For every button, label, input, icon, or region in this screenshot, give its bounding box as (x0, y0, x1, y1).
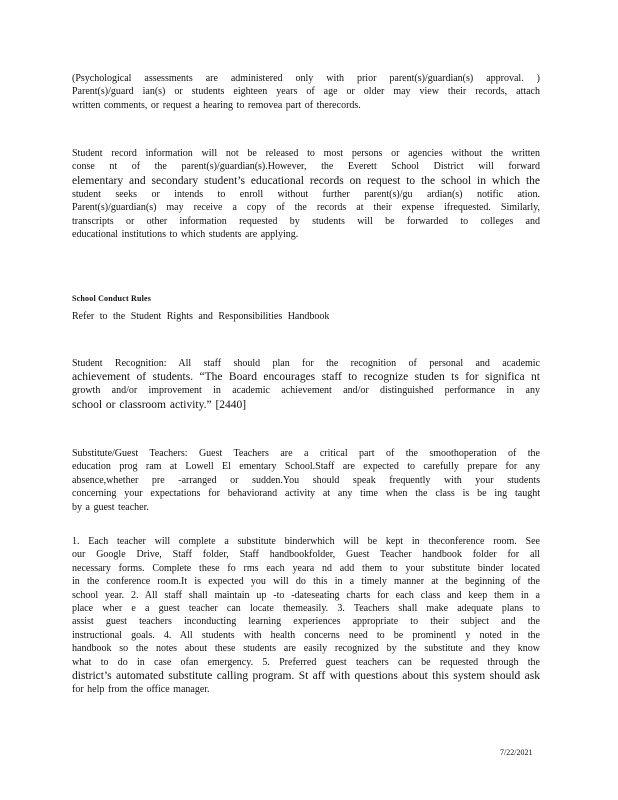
psychological-assessment-paragraph (72, 72, 540, 112)
text-line: in the conference room.It is expected you will do this in a timely manner at the beginning of the (72, 576, 540, 588)
text-line: by a guest teacher. (72, 501, 149, 513)
text-line: conse nt of the parent(s)/guardian(s).However, the Everett School District will forward (72, 161, 540, 173)
text-line: growth and/or improvement in academic achievement and/or distinguished performance in any (72, 385, 540, 397)
text-line: necessary forms. Complete these fo rms each yeara nd add them to your substitute binder located (72, 562, 540, 574)
record-release-paragraph (72, 147, 540, 241)
conduct-reference: Refer to the Student Rights and Responsibilities Handbook (72, 311, 330, 322)
text-line: Parent(s)/guardian(s) may receive a copy of the records at their expense ifrequested. Similarly, (72, 202, 540, 214)
footer-date: 7/22/2021 (500, 748, 533, 757)
text-line: (Psychological assessments are administered only with prior parent(s)/guardian(s) approval. ) (72, 73, 540, 84)
text-line: school or classroom activity.” [2440] (72, 398, 247, 411)
text-line: place wher e a guest teacher can locate themeasily. 3. Teachers shall make adequate plans to (72, 603, 540, 615)
text-line: for help from the office manager. (72, 684, 210, 696)
text-line: written comments, or request a hearing to removea part of therecords. (72, 99, 361, 111)
text-line: concerning your expectations for behaviorand activity at any time when the class is be ing taught (72, 488, 540, 500)
text-line: Student Recognition: All staff should plan for the recognition of personal and academic (72, 358, 540, 369)
text-line: Student record information will not be released to most persons or agencies without the written (72, 148, 540, 159)
text-line: student seeks or intends to enroll without further parent(s)/gu ardian(s) notific ation. (72, 188, 540, 200)
text-line: instructional goals. 4. All students with health concerns need to be prominentl y noted in the (72, 629, 540, 641)
text-line: handbook so the notes about these students are easily recognized by the substitute and they know (72, 643, 540, 655)
substitute-binder-paragraph (72, 535, 540, 696)
text-line: 1. Each teacher will complete a substitute binderwhich will be kept in theconference room. See (72, 536, 540, 547)
student-recognition-paragraph (72, 357, 540, 412)
text-line: assist guest teachers inconducting learning experiences appropriate to their subject and the (72, 616, 540, 628)
text-line: education prog ram at Lowell El ementary School.Staff are expected to carefully prepare for any (72, 461, 540, 473)
text-line: achievement of students. “The Board encourages staff to recognize studen ts for significa nt (72, 371, 540, 384)
text-line: absence,whether pre -arranged or sudden.You should speak frequently with your students (72, 474, 540, 486)
text-line: district’s automated substitute calling program. St aff with questions about this system should ask (72, 670, 540, 683)
text-line: Substitute/Guest Teachers: Guest Teachers are a critical part of the smoothoperation of the (72, 448, 540, 459)
text-line: what to do in case ofan emergency. 5. Preferred guest teachers can be requested through the (72, 656, 540, 668)
text-line: transcripts or other information requested by students will be forwarded to colleges and (72, 215, 540, 227)
text-line: Parent(s)/guard ian(s) or students eighteen years of age or older may view their records, attach (72, 86, 540, 98)
text-line: school year. 2. All staff shall maintain up -to -dateseating charts for each class and keep them in a (72, 589, 540, 601)
substitute-teachers-paragraph (72, 447, 540, 514)
school-conduct-heading: School Conduct Rules (72, 294, 152, 303)
text-line: elementary and secondary student’s educational records on request to the school in which the (72, 174, 540, 187)
text-line: educational institutions to which students are applying. (72, 229, 299, 241)
text-line: our Google Drive, Staff folder, Staff handbookfolder, Guest Teacher handbook folder for all (72, 549, 540, 561)
